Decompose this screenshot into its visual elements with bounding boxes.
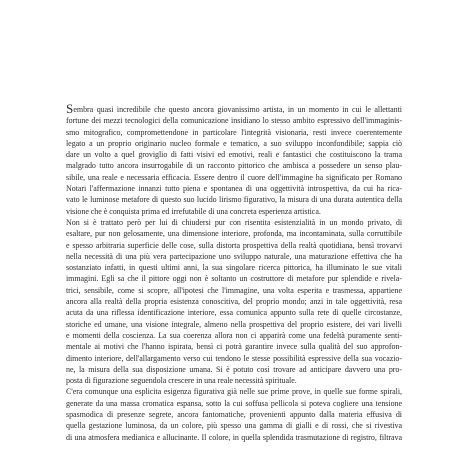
text-line: smo mitografico, compromettendone in particolare l'integrità visionaria, resti invece coerentemente — [66, 127, 402, 137]
text-line: sibile, una reale e necessaria efficacia. Essere dentro il cuore dell'immagine ha significato per Romano — [66, 172, 402, 182]
text-line: fortune dei mezzi tecnologici della comunicazione insidiano lo stesso ambito espressivo dell'immaginis- — [66, 116, 402, 126]
text-line: Notari l'affermazione innanzi tutto piena e spontanea di una oggettività introspettiva, da cui ha rica- — [66, 184, 402, 194]
text-line: trici, sensibile, come si scopre, all'ipotesi che l'immagine, una volta esperita e trasmessa, appartiene — [66, 285, 402, 295]
text-line: legato a un proprio originario nucleo formale e tematico, a suo sviluppo inconfondibile; sappia ciò — [66, 138, 402, 148]
text-line: e spesso arbitraria superficie delle cose, sulla distorta prospettiva della realtà quotidiana, bensì trovarvi — [66, 240, 402, 250]
drop-cap: S — [66, 104, 74, 116]
text-line: C'era comunque una esplicita esigenza figurativa già nelle sue prime prove, in quelle sue forme spirali, — [66, 387, 402, 397]
body-text — [66, 104, 402, 443]
text-line: posta di figurazione seguendola crescere in una reale necessità spirituale. — [66, 376, 297, 386]
text-line: Non si è trattato però per lui di chiudersi pur con risentita esistenzialità in un mondo privato, di — [66, 217, 402, 227]
text-line: visione che è conquista prima ed irrefutabile di una concreta esperienza artistica. — [66, 206, 321, 216]
text-line: storiche ed umane, una visione integrale, almeno nella prospettiva del proprio esistere, dei vari livelli — [66, 319, 402, 329]
text-line: quella gestazione luminosa, da un colore, più spesso una gamma di gialli e di rossi, che si rivestiva — [66, 421, 402, 431]
text-line: ne, la misura della sua disposizione umana. Si è potuto così trovare ad anticipare davvero una pro- — [66, 364, 402, 374]
text-line: generate da una massa cromatica espansa, sotto la cui soffusa pellicola si poteva cogliere una tensione — [66, 398, 402, 408]
text-line: acuta da una riflessa identificazione interiore, essa comunica appunto sulla rete di quelle circostanze, — [66, 308, 402, 318]
text-line: immagini. Egli sa che il pittore oggi non è soltanto un costruttore di metafore pur splendide e rivela- — [66, 274, 402, 284]
text-line: nella necessità di una più vera partecipazione uno sviluppo naturale, una maturazione effettiva che ha — [66, 251, 402, 261]
text-line: dare un volto a quel groviglio di fatti visivi ed emotivi, reali e fantastici che costituiscono la trama — [66, 150, 402, 160]
first-line-text: embra quasi incredibile che questo ancora giovanissimo artista, in un momento in cui le allettanti — [73, 105, 402, 114]
text-line-1 — [66, 104, 402, 115]
text-line: vato le luminose metafore di questo suo lucido lirismo figurativo, la misura di una durata autentica della — [66, 195, 402, 205]
text-line: spasmodica di presenze segrete, ancora fantomatiche, provenienti appunto dalla materia effusiva di — [66, 410, 402, 420]
text-line: e momenti della coscienza. La sua coerenza allora non ci apparirà come una fedeltà puramente senti- — [66, 330, 402, 340]
text-line: sostanziato infatti, in questi ultimi anni, la sua singolare ricerca pittorica, ha illuminato le sue vitali — [66, 263, 402, 273]
text-line: di una atmosfera medianica e allucinante. Il colore, in quella splendida trasmutazione di registro, filtrava — [66, 432, 402, 442]
text-line: malgrado tutto ancora insurrogabile di un racconto pittorico che ambisca a possedere un senso plau- — [66, 161, 402, 171]
text-line: ancora alla realtà della propria esistenza conoscitiva, del proprio mondo; anzi in tale oggettività, resa — [66, 297, 402, 307]
text-line: esaltare, pur non gelosamente, una dimensione interiore, profonda, ma incontaminata, sulla corruttibile — [66, 229, 402, 239]
text-line: mentale ai motivi che l'hanno ispirata, bensì ci potrà garantire invece sulla qualità del suo approfon- — [66, 342, 402, 352]
text-line: dimento interiore, dell'allargamento verso cui tendono le stesse possibilità espressive della sua vocazio- — [66, 353, 402, 363]
